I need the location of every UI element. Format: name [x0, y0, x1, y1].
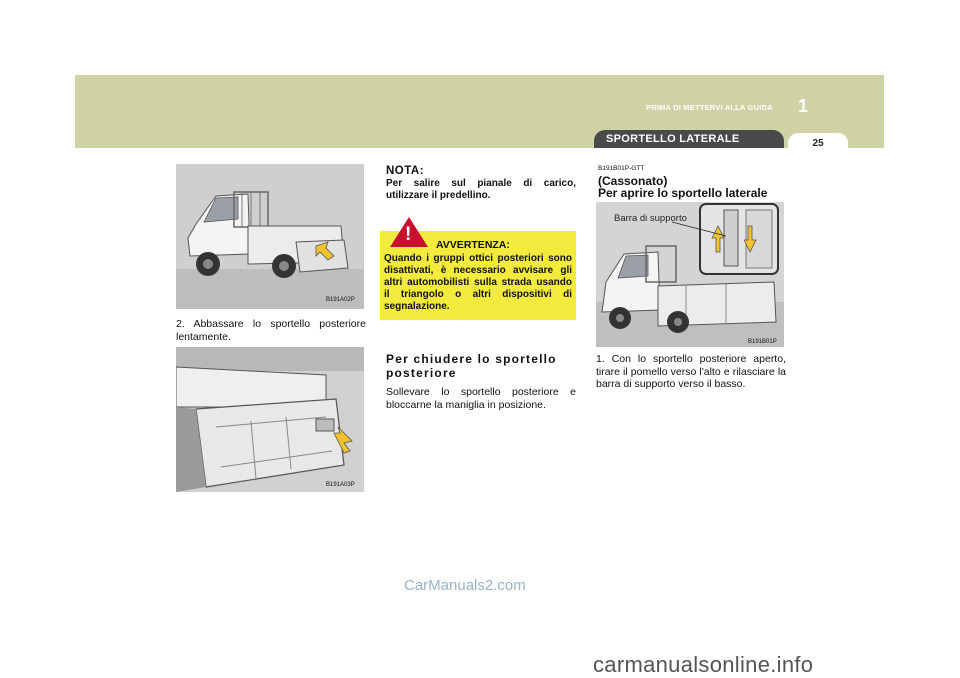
figure3-code: B191B01P: [748, 339, 777, 345]
close-heading: Per chiudere lo sportello posteriore: [386, 352, 557, 380]
heading-open-side: Per aprire lo sportello laterale: [598, 186, 768, 200]
tab-title: SPORTELLO LATERALE: [594, 130, 784, 148]
figure1-code: B191A02P: [326, 297, 355, 303]
truck-rear-photo: [176, 164, 364, 309]
nota-title: NOTA:: [386, 165, 425, 177]
tailgate-closeup-photo: [176, 347, 364, 492]
watermark-carmanualsonline[interactable]: carmanualsonline.info: [593, 652, 814, 677]
warning-body: Quando i gruppi ottici posteriori sono disattivati, è necessario avvisare gli altri automobilisti sulla strada usando il triangolo o altri dispositivi di segnalazione.: [384, 253, 572, 312]
tailgate-illustration: [176, 347, 364, 492]
close-body: Sollevare lo sportello posteriore e bloccarne la maniglia in posizione.: [386, 386, 576, 411]
heading-cassonato: (Cassonato): [598, 174, 668, 188]
watermark-carmanuals2[interactable]: CarManuals2.com: [404, 577, 526, 594]
chapter-number: 1: [798, 96, 809, 116]
truck-rear-illustration: [176, 164, 364, 309]
nota-body: Per salire sul pianale di carico, utilizzare il predellino.: [386, 178, 576, 201]
step1-text: 1. Con lo sportello posteriore aperto, tirare il pomello verso l'alto e rilasciare la barra di supporto verso il basso.: [596, 353, 786, 390]
warning-title: AVVERTENZA:: [436, 239, 510, 251]
page-number: 25: [788, 133, 848, 153]
warning-box: [380, 224, 576, 320]
warning-exclamation: !: [405, 224, 412, 245]
section-code: B191B01P-GTT: [598, 165, 645, 172]
figure2-code: B191A03P: [326, 482, 355, 488]
support-bar-label: Barra di supporto: [614, 213, 687, 224]
section-label: PRIMA DI METTERVI ALLA GUIDA: [646, 103, 773, 112]
step2-text: 2. Abbassare lo sportello posteriore lentamente.: [176, 318, 366, 343]
